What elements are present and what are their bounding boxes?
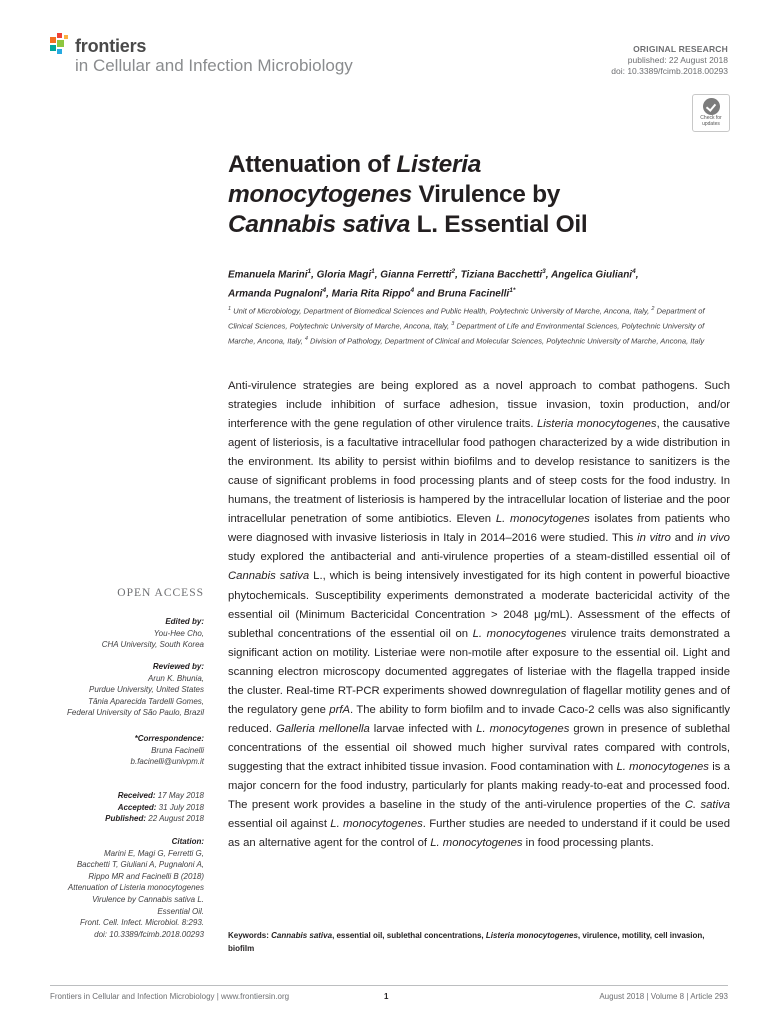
correspondence-label: *Correspondence: (134, 734, 204, 743)
author-name[interactable]: Tiziana Bacchetti (460, 269, 543, 281)
abstract-segment: essential oil against (228, 818, 331, 831)
citation-line: doi: 10.3389/fcimb.2018.00293 (94, 929, 204, 939)
published-date-side: 22 August 2018 (148, 814, 204, 824)
editor-line: You-Hee Cho, (153, 628, 204, 638)
author-name[interactable]: Bruna Facinelli (437, 288, 510, 300)
abstract-segment: Galleria mellonella (275, 722, 370, 735)
abstract-segment: L. monocytogenes (495, 513, 590, 526)
keywords (228, 930, 730, 955)
edited-by-label: Edited by: (165, 617, 204, 626)
journal-subtitle: in Cellular and Infection Microbiology (75, 56, 353, 75)
abstract-segment: isolates from patients who were diagnosed with invasive listeriosis in Italy in 2014–2016 were studied. This (228, 513, 730, 545)
author-list: Emanuela Marini$^1$, Gloria Magi$^1$, Gianna Ferretti$^2$, Tiziana Bacchetti$^3$, Angelica Giuliani$^4$, Armanda Pugnaloni$^4$, Maria Rita Rippo$^4$ and Bruna Facinelli$^{1*}$ (228, 268, 639, 300)
affiliation-text: Unit of Microbiology, Department of Biomedical Sciences and Public Health, Polytechnic University of Marche, Ancona, Italy, (231, 306, 652, 316)
title-segment: Virulence by (411, 181, 561, 208)
accepted-label: Accepted: (117, 802, 157, 812)
abstract-segment: virulence traits demonstrated a significant action on motility. Listeriae were non-motile after exposure to the essential oil. Light and scanning electron microscopy documented aggregates of listeriae with the flagella trapped inside the cluster. Real-time RT-PCR experiments showed downregulation of flagellar motility genes and of the regulatory gene (228, 627, 730, 716)
abstract-segment: , the causative agent of listeriosis, is a facultative intracellular food pathogen characterized by a wide distribution in the environment. Its ability to persist within biofilms and to develop resistance to sanitizers is the cause of significant problems in food processing plants and of steep costs for the food industry. In humans, the treatment of listeriosis is hampered by the intracellular location of listeriae and the poor intracellular penetration of some antibiotics. Eleven (228, 418, 730, 526)
reviewed-by-label: Reviewed by: (152, 662, 204, 671)
affiliation-marker: 4 (304, 335, 308, 342)
keyword-segment: Listeria monocytogenes (485, 931, 578, 940)
citation-line: Essential Oil. (157, 906, 204, 916)
frontiers-logo-icon (49, 32, 73, 56)
author-affiliation-marker: 4 (322, 287, 327, 295)
abstract-segment: in food processing plants. (522, 837, 654, 850)
open-access-label: OPEN ACCESS (117, 587, 204, 599)
affiliation-text: Department of Life and Environmental Sciences, Polytechnic University of Marche, Ancona, Italy, (228, 321, 705, 346)
correspondence-name: Bruna Facinelli (151, 745, 204, 755)
abstract-segment: in vivo (697, 532, 730, 545)
abstract-segment: L. monocytogenes (472, 627, 567, 640)
abstract-segment: L. monocytogenes (616, 760, 709, 773)
received-label: Received: (117, 791, 156, 800)
correspondence-block (131, 733, 204, 768)
title-segment: L. Essential Oil (410, 211, 588, 238)
affiliation-marker: 2 (651, 306, 655, 312)
abstract-segment: and (670, 532, 698, 545)
footer-journal-link[interactable]: Frontiers in Cellular and Infection Microbiology | www.frontiersin.org (50, 992, 290, 1001)
received-date: 17 May 2018 (157, 791, 204, 800)
abstract-segment: Cannabis sativa (228, 570, 310, 583)
author-name[interactable]: Gianna Ferretti (380, 269, 452, 281)
citation-line: Bacchetti T, Giuliani A, Pugnaloni A, (76, 860, 204, 870)
doi: doi: 10.3389/fcimb.2018.00293 (611, 66, 728, 76)
check-updates-line2: updates (702, 120, 720, 127)
reviewer-line: Arun K. Bhunia, (147, 673, 204, 683)
reviewed-by-block (67, 661, 204, 719)
citation-line: Virulence by Cannabis sativa L. (92, 894, 204, 904)
edited-by-block (102, 616, 204, 651)
reviewer-line: Tânia Aparecida Tardelli Gomes, (88, 696, 204, 706)
author-affiliation-marker: 3 (542, 268, 546, 275)
abstract-segment: . Further studies are needed to understand if it could be used as an alternative agent for the control of (228, 818, 730, 850)
keyword-segment: , essential oil, sublethal concentrations, (332, 931, 486, 940)
author-name[interactable]: Gloria Magi (316, 269, 372, 281)
editor-line: CHA University, South Korea (101, 640, 204, 650)
citation-line: Marini E, Magi G, Ferretti G, (103, 848, 204, 858)
author-affiliation-marker: 1* (509, 287, 516, 295)
author-name[interactable]: Emanuela Marini (228, 269, 308, 281)
author-affiliation-marker: 1 (371, 268, 375, 275)
affiliation-text: Department of Clinical Sciences, Polytechnic University of Marche, Ancona, Italy, (228, 306, 705, 331)
abstract-segment: L. monocytogenes (330, 818, 423, 831)
citation-label: Citation: (171, 837, 204, 846)
check-for-updates-button[interactable] (692, 94, 730, 132)
reviewer-line: Purdue University, United States (88, 685, 204, 695)
published-date: published: 22 August 2018 (627, 55, 728, 65)
affiliation-text: Division of Pathology, Department of Clinical and Molecular Sciences, Polytechnic University of Marche, Ancona, Italy (307, 336, 705, 346)
abstract-segment: in vitro (637, 532, 671, 545)
article-type: ORIGINAL RESEARCH (633, 44, 728, 54)
citation-line: Front. Cell. Infect. Microbiol. 8:293. (79, 918, 204, 928)
title-segment: Cannabis sativa (228, 211, 411, 238)
published-label: Published: (105, 814, 147, 824)
abstract-segment: C. sativa (684, 799, 731, 812)
affiliation-marker: 1 (228, 306, 232, 312)
footer-divider (50, 985, 728, 986)
keyword-segment: Cannabis sativa (271, 931, 333, 940)
author-name[interactable]: Armanda Pugnaloni (228, 288, 323, 300)
abstract-segment: . The ability to form biofilm and to invade Caco-2 cells was also significantly reduced. (228, 703, 730, 735)
title-segment: Attenuation of (228, 151, 397, 178)
keywords-label: Keywords: (228, 931, 269, 940)
check-updates-line1: Check for (700, 115, 722, 121)
abstract-segment: Anti-virulence strategies are being explored as a novel approach to combat pathogens. Such strategies include inhibition of surface adhesion, tissue invasion, toxin production, and/or interference with the gene regulation of other virulence traits. (228, 380, 730, 431)
abstract-segment: study explored the antibacterial and anti-virulence properties of a steam-distilled essential oil of (228, 551, 730, 564)
abstract-segment: L., which is being intensively investigated for its high content in powerful bioactive phytochemicals. Susceptibility experiments demonstrated a moderate bactericidal activity of the essential oil (Minimum Bactericidal Concentration > 2048 μg/mL). Assessment of the effects of sublethal concentrations of the essential oil on (228, 570, 730, 640)
abstract (228, 377, 730, 853)
author-affiliation-marker: 1 (307, 268, 312, 275)
citation-line: Attenuation of Listeria monocytogenes (67, 883, 204, 893)
citation-block (68, 836, 204, 940)
page-number: 1 (384, 992, 389, 1001)
author-affiliation-marker: 4 (410, 287, 415, 295)
author-affiliation-marker: 2 (451, 268, 456, 275)
author-affiliation-marker: 4 (632, 268, 636, 275)
citation-line: Rippo MR and Facinelli B (2018) (88, 871, 204, 881)
abstract-segment: prfA (329, 703, 351, 716)
accepted-date: 31 July 2018 (158, 802, 204, 812)
footer-issue-info: August 2018 | Volume 8 | Article 293 (599, 992, 728, 1001)
article-title (228, 150, 688, 240)
dates-block (105, 790, 204, 825)
abstract-segment: grown in presence of sublethal concentrations of the essential oil showed much higher survival rates compared with controls, suggesting that the extract inhibited tissue invasion. Food contamination with (228, 722, 731, 773)
keyword-segment: , virulence, motility, cell invasion, biofilm (228, 931, 705, 953)
title-segment: monocytogenes (228, 181, 412, 208)
title-segment: Listeria (396, 151, 482, 178)
journal-name: frontiers (75, 36, 147, 56)
correspondence-email-link[interactable]: b.facinelli@univpm.it (130, 757, 204, 767)
abstract-segment: L. monocytogenes (430, 837, 523, 850)
author-name[interactable]: Maria Rita Rippo (331, 288, 411, 300)
abstract-segment: is a major concern for the food industry, particularly for plants making ready-to-eat and processed food. The present work provides a baseline in the study of the anti-virulence properties of the (228, 760, 730, 812)
reviewer-line: Federal University of São Paulo, Brazil (67, 708, 204, 718)
abstract-segment: L. monocytogenes (476, 722, 570, 735)
abstract-segment: Listeria monocytogenes (536, 418, 657, 431)
affiliation-marker: 3 (451, 320, 455, 327)
affiliations (228, 303, 728, 348)
abstract-segment: larvae infected with (369, 722, 477, 735)
author-name[interactable]: Angelica Giuliani (550, 269, 633, 281)
check-updates-icon (703, 98, 720, 115)
